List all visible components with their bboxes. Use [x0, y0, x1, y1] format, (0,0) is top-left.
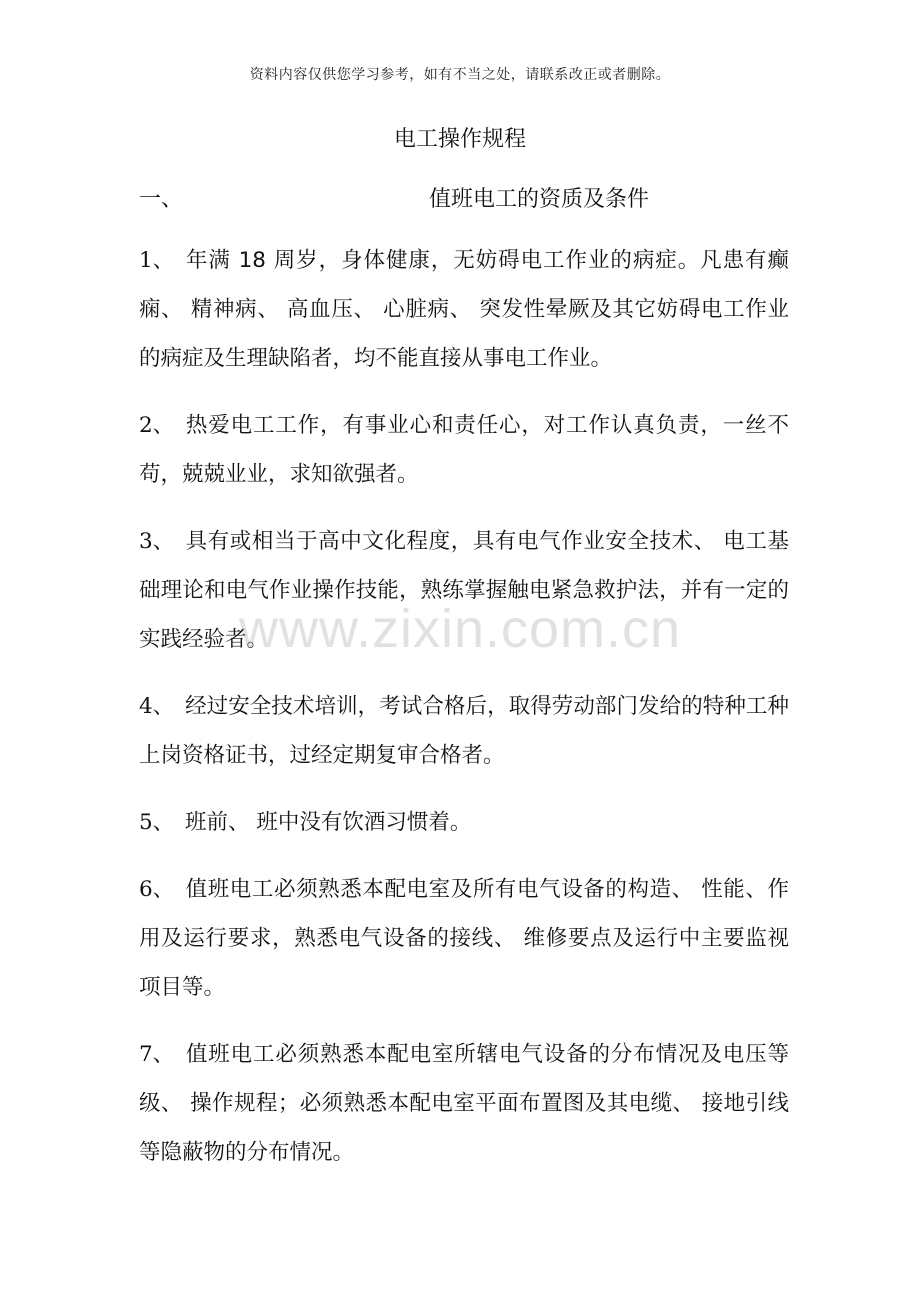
item-number: 3、: [139, 529, 175, 554]
section-heading: [139, 182, 789, 214]
requirements-list: [139, 236, 789, 1195]
item-text: 具有或相当于高中文化程度，具有电气作业安全技术、 电工基础理论和电气作业操作技能，熟练掌握触电紧急救护法，并有一定的实践经验者。: [139, 529, 789, 652]
item-number: 5、: [139, 810, 175, 835]
list-item: [139, 517, 789, 664]
list-item: [139, 798, 789, 847]
list-item: [139, 682, 789, 780]
item-text: 值班电工必须熟悉本配电室所辖电气设备的分布情况及电压等级、 操作规程；必须熟悉本配电室平面布置图及其电缆、 接地引线等隐蔽物的分布情况。: [139, 1042, 789, 1165]
section-title: 值班电工的资质及条件: [429, 187, 650, 212]
list-item: [139, 236, 789, 383]
header-note: 资料内容仅供您学习参考，如有不当之处，请联系改正或者删除。: [249, 67, 671, 83]
section-number: 一、: [139, 187, 184, 212]
watermark: www.zixin.com.cn: [238, 599, 682, 659]
item-number: 1、: [139, 248, 175, 273]
list-item: [139, 401, 789, 499]
item-text: 热爱电工工作，有事业心和责任心，对工作认真负责，一丝不苟，兢兢业业，求知欲强者。: [139, 413, 789, 487]
item-number: 4、: [139, 694, 175, 719]
item-number: 2、: [139, 413, 175, 438]
item-number: 6、: [139, 877, 175, 902]
item-text: 年满 18 周岁，身体健康，无妨碍电工作业的病症。凡患有癫痫、 精神病、 高血压、 心脏病、 突发性晕厥及其它妨碍电工作业的病症及生理缺陷者，均不能直接从事电工作业。: [139, 248, 789, 371]
list-item: [139, 1030, 789, 1177]
item-number: 7、: [139, 1042, 175, 1067]
list-item: [139, 865, 789, 1012]
item-text: 值班电工必须熟悉本配电室及所有电气设备的构造、 性能、作用及运行要求，熟悉电气设备的接线、 维修要点及运行中主要监视项目等。: [139, 877, 789, 1000]
item-text: 经过安全技术培训，考试合格后，取得劳动部门发给的特种工种上岗资格证书，过经定期复审合格者。: [139, 694, 789, 768]
document-title: 电工操作规程: [393, 127, 526, 152]
item-text: 班前、 班中没有饮酒习惯着。: [185, 810, 472, 835]
